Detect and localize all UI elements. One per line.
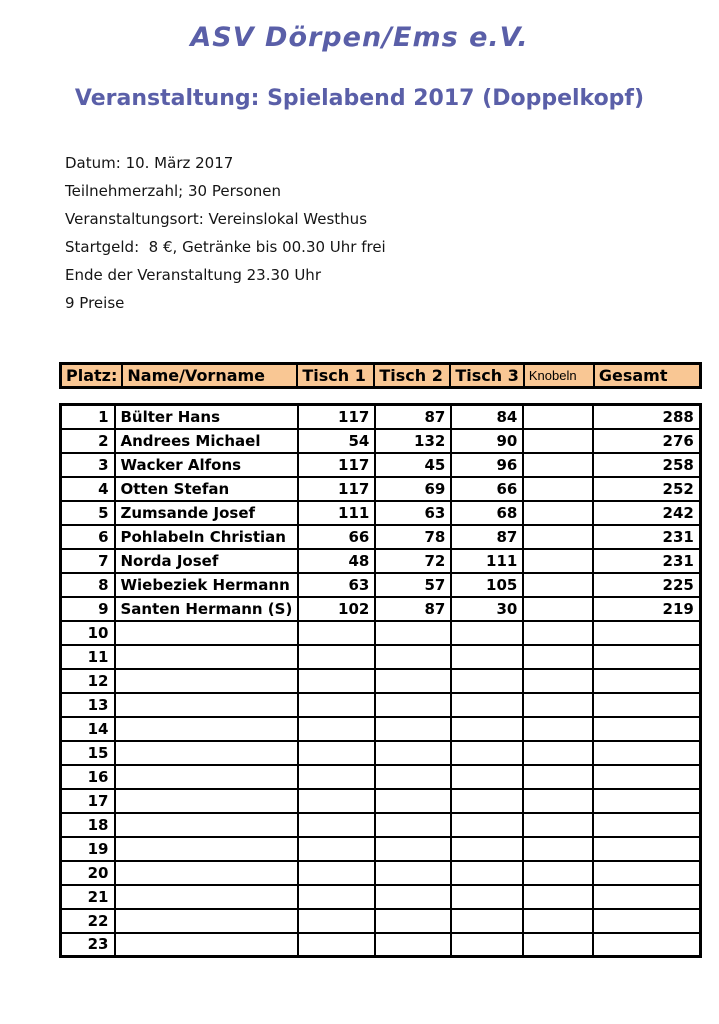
cell-platz: 14: [61, 717, 115, 741]
cell-tisch1: [298, 717, 375, 741]
cell-tisch3: 84: [451, 405, 523, 429]
cell-tisch3: [451, 933, 523, 957]
cell-tisch3: 30: [451, 597, 523, 621]
cell-platz: 10: [61, 621, 115, 645]
info-line-veranstaltungsort: Veranstaltungsort: Vereinslokal Westhus: [65, 210, 368, 228]
table-row: [61, 597, 701, 621]
cell-tisch1: 63: [298, 573, 375, 597]
cell-platz: 16: [61, 765, 115, 789]
cell-platz: 21: [61, 885, 115, 909]
table-row: [61, 813, 701, 837]
header-row: [61, 364, 701, 388]
cell-tisch3: [451, 861, 523, 885]
cell-tisch1: [298, 693, 375, 717]
cell-name: [115, 645, 299, 669]
cell-tisch2: [375, 885, 451, 909]
cell-tisch1: [298, 789, 375, 813]
cell-platz: 19: [61, 837, 115, 861]
cell-tisch3: 111: [451, 549, 523, 573]
cell-tisch2: 87: [375, 405, 451, 429]
cell-tisch1: [298, 861, 375, 885]
column-header-platz: Platz:: [61, 364, 123, 388]
cell-tisch2: [375, 669, 451, 693]
cell-knobeln: [523, 813, 593, 837]
cell-knobeln: [523, 741, 593, 765]
cell-name: [115, 861, 299, 885]
cell-name: [115, 669, 299, 693]
cell-tisch1: 66: [298, 525, 375, 549]
cell-knobeln: [523, 597, 593, 621]
cell-tisch2: [375, 693, 451, 717]
cell-platz: 4: [61, 477, 115, 501]
cell-tisch3: 96: [451, 453, 523, 477]
cell-gesamt: [593, 669, 700, 693]
cell-tisch1: [298, 837, 375, 861]
table-row: [61, 453, 701, 477]
results-header-row: [59, 362, 702, 389]
cell-tisch3: 105: [451, 573, 523, 597]
cell-tisch1: [298, 909, 375, 933]
cell-tisch3: [451, 885, 523, 909]
cell-knobeln: [523, 669, 593, 693]
event-info-block: [65, 153, 386, 321]
cell-gesamt: [593, 741, 700, 765]
cell-name: Wiebeziek Hermann: [115, 573, 299, 597]
cell-gesamt: 219: [593, 597, 700, 621]
cell-tisch3: 90: [451, 429, 523, 453]
cell-name: [115, 789, 299, 813]
cell-tisch1: [298, 885, 375, 909]
cell-knobeln: [523, 789, 593, 813]
cell-platz: 6: [61, 525, 115, 549]
cell-platz: 2: [61, 429, 115, 453]
table-row: [61, 741, 701, 765]
cell-tisch2: [375, 765, 451, 789]
cell-tisch3: [451, 741, 523, 765]
cell-gesamt: [593, 717, 700, 741]
cell-knobeln: [523, 645, 593, 669]
cell-name: Andrees Michael: [115, 429, 299, 453]
cell-platz: 20: [61, 861, 115, 885]
cell-knobeln: [523, 861, 593, 885]
cell-tisch2: [375, 861, 451, 885]
cell-tisch3: 68: [451, 501, 523, 525]
cell-tisch3: [451, 669, 523, 693]
table-row: [61, 885, 701, 909]
cell-platz: 13: [61, 693, 115, 717]
table-row: [61, 717, 701, 741]
cell-gesamt: [593, 789, 700, 813]
cell-tisch3: [451, 837, 523, 861]
cell-gesamt: 288: [593, 405, 700, 429]
cell-knobeln: [523, 765, 593, 789]
cell-name: [115, 693, 299, 717]
column-header-tisch3: Tisch 3: [450, 364, 524, 388]
cell-tisch3: [451, 693, 523, 717]
cell-knobeln: [523, 693, 593, 717]
cell-name: Zumsande Josef: [115, 501, 299, 525]
cell-tisch1: 102: [298, 597, 375, 621]
cell-gesamt: [593, 933, 700, 957]
cell-gesamt: 225: [593, 573, 700, 597]
cell-tisch2: [375, 645, 451, 669]
cell-tisch2: [375, 813, 451, 837]
cell-gesamt: [593, 837, 700, 861]
cell-knobeln: [523, 453, 593, 477]
table-row: [61, 429, 701, 453]
cell-tisch2: 78: [375, 525, 451, 549]
cell-tisch1: [298, 741, 375, 765]
cell-tisch1: [298, 813, 375, 837]
cell-name: [115, 909, 299, 933]
cell-tisch2: [375, 837, 451, 861]
cell-tisch2: [375, 741, 451, 765]
cell-tisch2: [375, 789, 451, 813]
table-row: [61, 645, 701, 669]
cell-tisch2: 69: [375, 477, 451, 501]
cell-platz: 23: [61, 933, 115, 957]
cell-knobeln: [523, 525, 593, 549]
cell-platz: 9: [61, 597, 115, 621]
cell-knobeln: [523, 573, 593, 597]
cell-name: [115, 837, 299, 861]
cell-gesamt: 258: [593, 453, 700, 477]
column-header-knobeln: Knobeln: [524, 364, 594, 388]
cell-tisch1: 48: [298, 549, 375, 573]
cell-tisch3: [451, 645, 523, 669]
cell-platz: 3: [61, 453, 115, 477]
cell-gesamt: 242: [593, 501, 700, 525]
table-row: [61, 621, 701, 645]
cell-name: [115, 717, 299, 741]
table-row: [61, 525, 701, 549]
cell-name: Otten Stefan: [115, 477, 299, 501]
table-row: [61, 789, 701, 813]
column-header-tisch2: Tisch 2: [374, 364, 450, 388]
cell-tisch1: [298, 933, 375, 957]
event-title: Veranstaltung: Spielabend 2017 (Doppelkopf): [74, 86, 645, 111]
cell-tisch1: [298, 669, 375, 693]
cell-gesamt: 231: [593, 549, 700, 573]
table-row: [61, 765, 701, 789]
cell-gesamt: [593, 909, 700, 933]
club-title: ASV Dörpen/Ems e.V.: [190, 22, 529, 53]
cell-tisch1: [298, 621, 375, 645]
info-line-ende: Ende der Veranstaltung 23.30 Uhr: [65, 266, 321, 284]
cell-gesamt: [593, 861, 700, 885]
cell-tisch1: 117: [298, 405, 375, 429]
table-row: [61, 837, 701, 861]
cell-name: Pohlabeln Christian: [115, 525, 299, 549]
table-row: [61, 861, 701, 885]
cell-tisch3: [451, 765, 523, 789]
cell-platz: 15: [61, 741, 115, 765]
results-table: [59, 403, 702, 958]
cell-tisch2: 45: [375, 453, 451, 477]
cell-gesamt: [593, 645, 700, 669]
cell-tisch2: [375, 909, 451, 933]
cell-knobeln: [523, 933, 593, 957]
table-row: [61, 909, 701, 933]
cell-name: Norda Josef: [115, 549, 299, 573]
cell-tisch2: 57: [375, 573, 451, 597]
cell-tisch2: 87: [375, 597, 451, 621]
column-header-tisch1: Tisch 1: [297, 364, 374, 388]
cell-tisch1: 117: [298, 453, 375, 477]
cell-tisch2: 63: [375, 501, 451, 525]
cell-knobeln: [523, 405, 593, 429]
table-row: [61, 405, 701, 429]
cell-tisch1: 111: [298, 501, 375, 525]
cell-tisch2: 72: [375, 549, 451, 573]
cell-platz: 5: [61, 501, 115, 525]
cell-tisch3: [451, 789, 523, 813]
cell-name: [115, 765, 299, 789]
cell-tisch2: [375, 621, 451, 645]
cell-name: [115, 933, 299, 957]
cell-gesamt: [593, 813, 700, 837]
cell-platz: 18: [61, 813, 115, 837]
cell-name: Wacker Alfons: [115, 453, 299, 477]
info-line-datum: Datum: 10. März 2017: [65, 154, 234, 172]
cell-tisch1: 117: [298, 477, 375, 501]
cell-tisch3: 87: [451, 525, 523, 549]
cell-knobeln: [523, 837, 593, 861]
cell-tisch1: 54: [298, 429, 375, 453]
cell-platz: 22: [61, 909, 115, 933]
table-row: [61, 669, 701, 693]
table-row: [61, 693, 701, 717]
cell-tisch3: [451, 621, 523, 645]
cell-knobeln: [523, 501, 593, 525]
table-row: [61, 501, 701, 525]
cell-name: [115, 813, 299, 837]
info-line-teilnehmerzahl: Teilnehmerzahl; 30 Personen: [65, 182, 281, 200]
cell-name: Santen Hermann (S): [115, 597, 299, 621]
cell-gesamt: [593, 765, 700, 789]
cell-name: [115, 621, 299, 645]
cell-gesamt: [593, 885, 700, 909]
cell-knobeln: [523, 717, 593, 741]
info-line-preise: 9 Preise: [65, 294, 125, 312]
cell-platz: 8: [61, 573, 115, 597]
column-header-name: Name/Vorname: [122, 364, 297, 388]
cell-name: Bülter Hans: [115, 405, 299, 429]
cell-platz: 1: [61, 405, 115, 429]
cell-knobeln: [523, 909, 593, 933]
cell-name: [115, 741, 299, 765]
cell-name: [115, 885, 299, 909]
info-line-startgeld: Startgeld: 8 €, Getränke bis 00.30 Uhr frei: [65, 238, 386, 256]
cell-tisch2: [375, 933, 451, 957]
cell-knobeln: [523, 621, 593, 645]
table-row: [61, 933, 701, 957]
cell-tisch3: [451, 909, 523, 933]
column-header-gesamt: Gesamt: [594, 364, 701, 388]
table-row: [61, 477, 701, 501]
cell-tisch3: 66: [451, 477, 523, 501]
cell-tisch2: 132: [375, 429, 451, 453]
table-row: [61, 573, 701, 597]
cell-platz: 17: [61, 789, 115, 813]
cell-gesamt: 231: [593, 525, 700, 549]
cell-platz: 12: [61, 669, 115, 693]
cell-knobeln: [523, 549, 593, 573]
cell-knobeln: [523, 477, 593, 501]
table-row: [61, 549, 701, 573]
cell-knobeln: [523, 429, 593, 453]
cell-gesamt: 276: [593, 429, 700, 453]
cell-gesamt: [593, 621, 700, 645]
cell-tisch1: [298, 765, 375, 789]
cell-knobeln: [523, 885, 593, 909]
cell-tisch3: [451, 717, 523, 741]
cell-platz: 7: [61, 549, 115, 573]
cell-gesamt: [593, 693, 700, 717]
cell-tisch2: [375, 717, 451, 741]
cell-gesamt: 252: [593, 477, 700, 501]
cell-tisch3: [451, 813, 523, 837]
cell-tisch1: [298, 645, 375, 669]
cell-platz: 11: [61, 645, 115, 669]
